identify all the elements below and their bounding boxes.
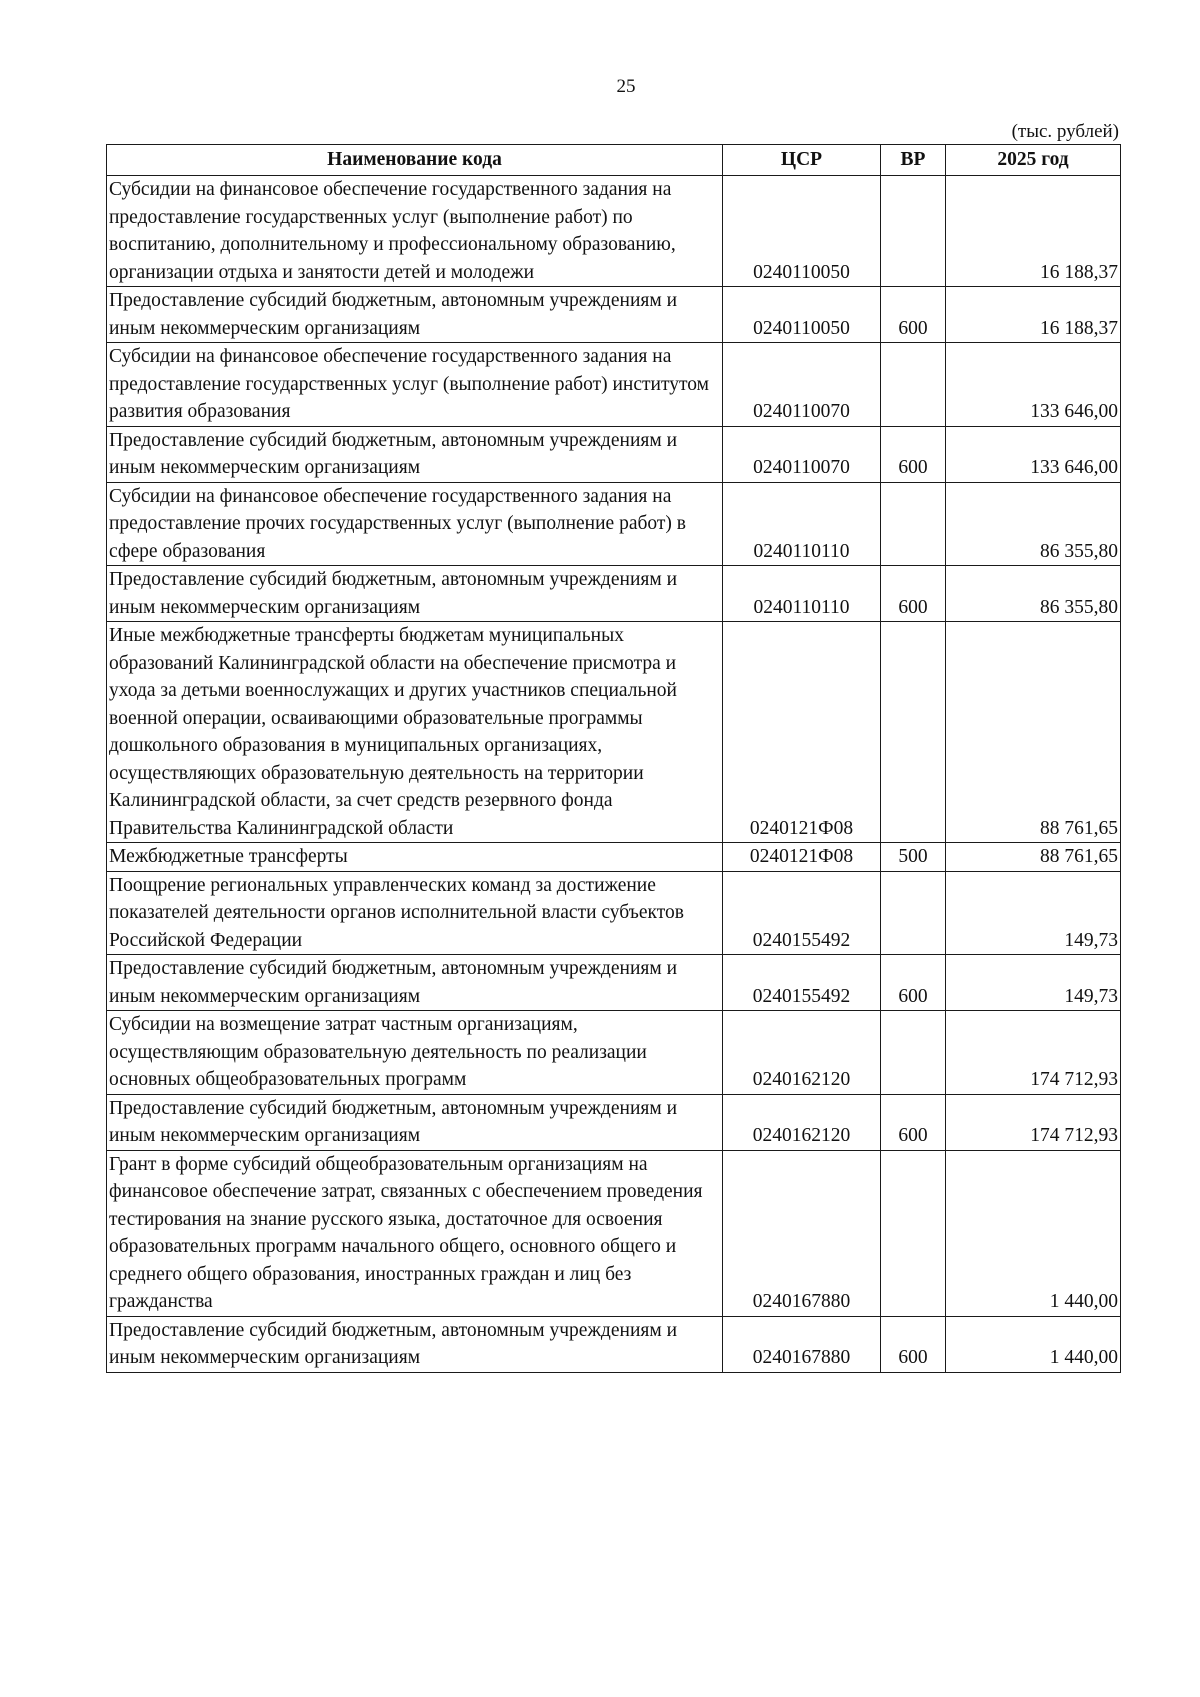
row-name: Предоставление субсидий бюджетным, автономным учреждениям и иным некоммерческим организациям [107,426,723,482]
row-amount: 88 761,65 [946,622,1121,843]
table-header-row [107,145,1121,176]
row-csr: 0240162120 [723,1011,881,1095]
table-row [107,343,1121,427]
row-csr: 0240110110 [723,566,881,622]
row-vr [881,1150,946,1316]
row-csr: 0240121Ф08 [723,843,881,872]
row-amount: 174 712,93 [946,1011,1121,1095]
row-vr [881,1011,946,1095]
row-name: Поощрение региональных управленческих команд за достижение показателей деятельности органов исполнительной власти субъектов Российской Федерации [107,871,723,955]
row-name: Предоставление субсидий бюджетным, автономным учреждениям и иным некоммерческим организациям [107,1316,723,1372]
row-name: Предоставление субсидий бюджетным, автономным учреждениям и иным некоммерческим организациям [107,287,723,343]
row-vr: 600 [881,955,946,1011]
table-row [107,622,1121,843]
row-vr [881,176,946,287]
row-vr: 600 [881,1316,946,1372]
row-name: Предоставление субсидий бюджетным, автономным учреждениям и иным некоммерческим организациям [107,955,723,1011]
table-row [107,1094,1121,1150]
header-amount: 2025 год [946,145,1121,176]
page-number: 25 [616,76,636,97]
row-name: Субсидии на финансовое обеспечение государственного задания на предоставление государственных услуг (выполнение работ) институтом развития образования [107,343,723,427]
row-amount: 86 355,80 [946,482,1121,566]
row-amount: 174 712,93 [946,1094,1121,1150]
row-csr: 0240110070 [723,343,881,427]
table-row [107,482,1121,566]
row-csr: 0240110110 [723,482,881,566]
row-amount: 133 646,00 [946,426,1121,482]
row-vr: 600 [881,1094,946,1150]
row-amount: 1 440,00 [946,1316,1121,1372]
row-vr: 600 [881,426,946,482]
row-amount: 133 646,00 [946,343,1121,427]
row-name: Грант в форме субсидий общеобразовательным организациям на финансовое обеспечение затрат, связанных с обеспечением проведения тестирования на знание русского языка, достаточное для освоения образовательных программ начального общего, основного общего и среднего общего образования, иностранных граждан и лиц без гражданства [107,1150,723,1316]
row-name: Межбюджетные трансферты [107,843,723,872]
row-vr [881,482,946,566]
row-name: Иные межбюджетные трансферты бюджетам муниципальных образований Калининградской области на обеспечение присмотра и ухода за детьми военнослужащих и других участников специальной военной операции, осваивающими образовательные программы дошкольного образования в муниципальных организациях, осуществляющих образовательную деятельность на территории Калининградской области, за счет средств резервного фонда Правительства Калининградской области [107,622,723,843]
row-amount: 149,73 [946,955,1121,1011]
table-row [107,1011,1121,1095]
row-name: Субсидии на возмещение затрат частным организациям, осуществляющим образовательную деятельность по реализации основных общеобразовательных программ [107,1011,723,1095]
budget-table [106,144,1121,1373]
row-name: Субсидии на финансовое обеспечение государственного задания на предоставление государственных услуг (выполнение работ) по воспитанию, дополнительному и профессиональному образованию, организации отдыха и занятости детей и молодежи [107,176,723,287]
table-row [107,287,1121,343]
table-row [107,955,1121,1011]
row-name: Предоставление субсидий бюджетным, автономным учреждениям и иным некоммерческим организациям [107,1094,723,1150]
row-amount: 88 761,65 [946,843,1121,872]
table-row [107,426,1121,482]
row-name: Предоставление субсидий бюджетным, автономным учреждениям и иным некоммерческим организациям [107,566,723,622]
row-csr: 0240121Ф08 [723,622,881,843]
row-amount: 149,73 [946,871,1121,955]
row-vr [881,343,946,427]
table-row [107,1316,1121,1372]
units-label: (тыс. рублей) [1011,121,1119,142]
table-row [107,176,1121,287]
row-csr: 0240155492 [723,871,881,955]
row-csr: 0240162120 [723,1094,881,1150]
header-name: Наименование кода [107,145,723,176]
header-vr: ВР [881,145,946,176]
row-csr: 0240110050 [723,176,881,287]
table-row [107,843,1121,872]
table-row [107,871,1121,955]
row-csr: 0240155492 [723,955,881,1011]
row-csr: 0240110050 [723,287,881,343]
row-vr: 600 [881,566,946,622]
table-row [107,1150,1121,1316]
header-csr: ЦСР [723,145,881,176]
row-amount: 16 188,37 [946,176,1121,287]
row-vr [881,871,946,955]
row-csr: 0240167880 [723,1150,881,1316]
row-name: Субсидии на финансовое обеспечение государственного задания на предоставление прочих государственных услуг (выполнение работ) в сфере образования [107,482,723,566]
row-vr [881,622,946,843]
row-vr: 500 [881,843,946,872]
row-amount: 86 355,80 [946,566,1121,622]
row-csr: 0240167880 [723,1316,881,1372]
row-amount: 16 188,37 [946,287,1121,343]
row-vr: 600 [881,287,946,343]
table-row [107,566,1121,622]
row-amount: 1 440,00 [946,1150,1121,1316]
row-csr: 0240110070 [723,426,881,482]
